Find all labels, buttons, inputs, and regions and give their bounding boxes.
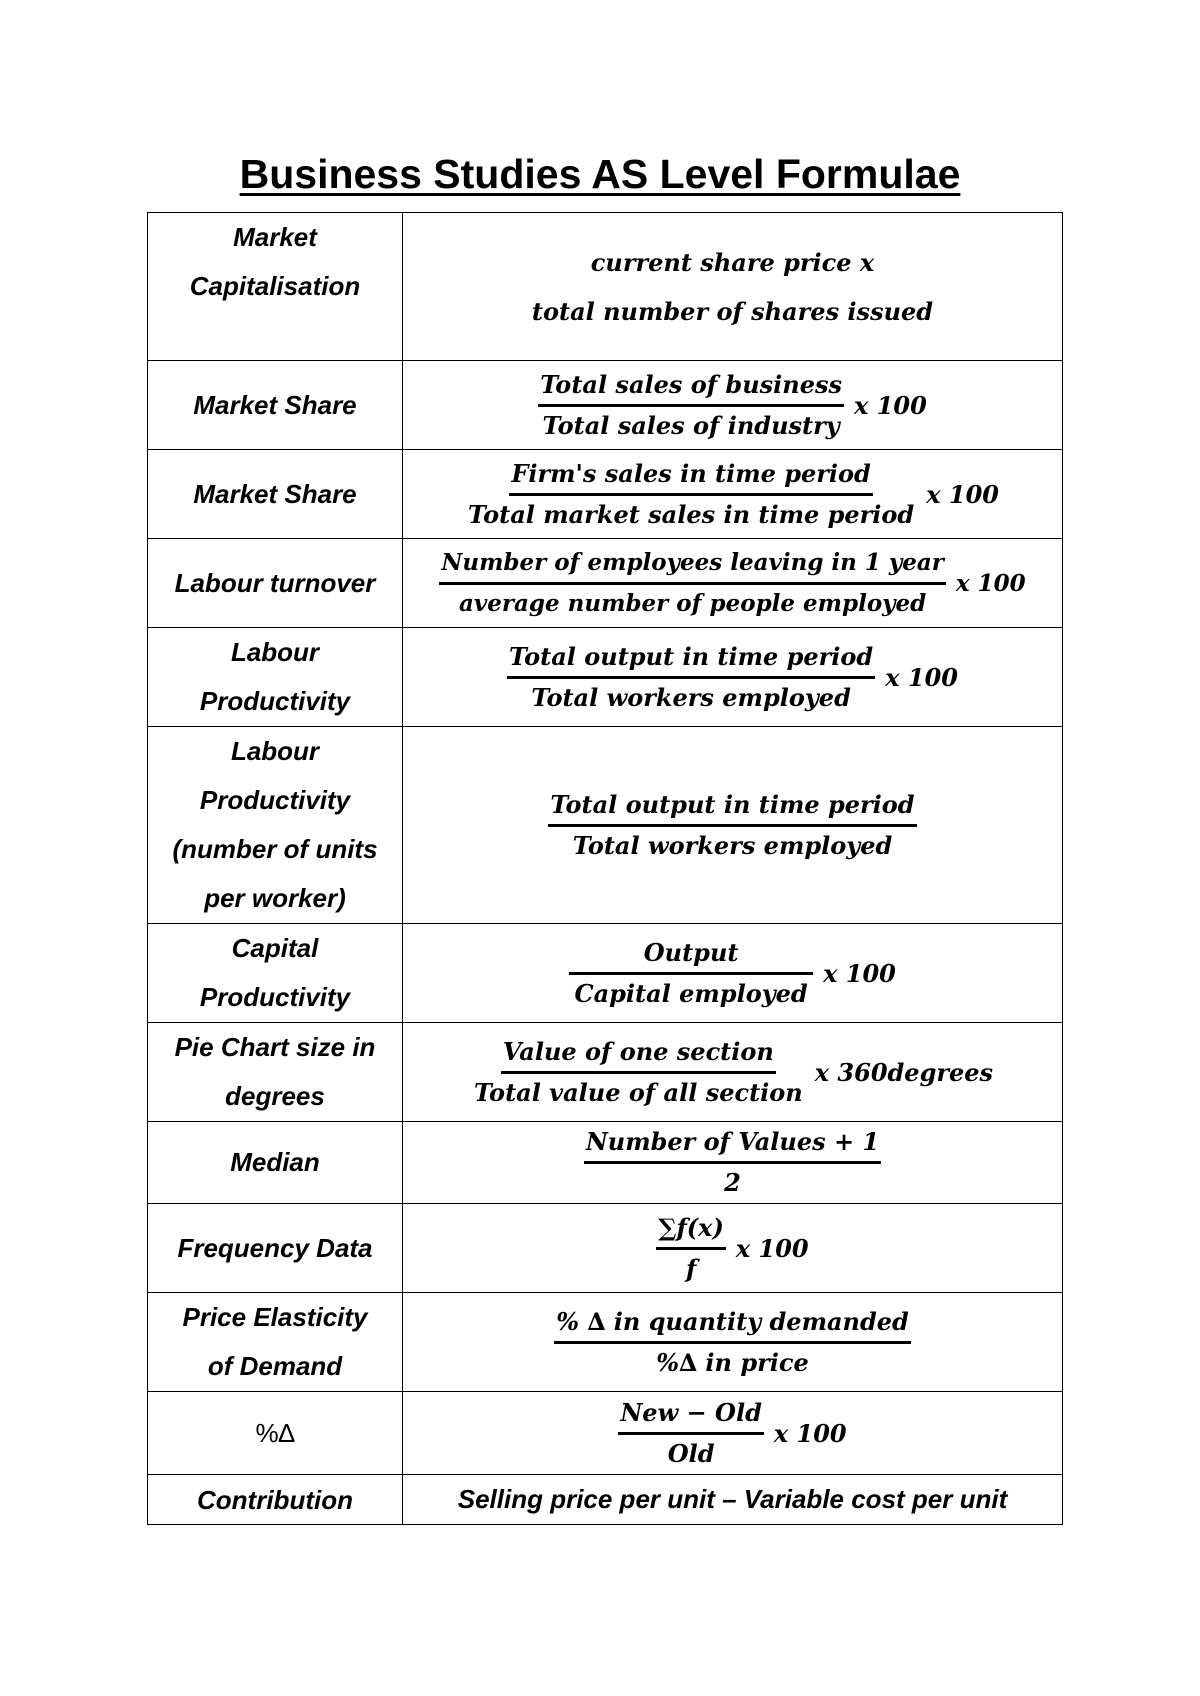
- table-row: [148, 1204, 1063, 1293]
- label-line: Labour turnover: [174, 567, 376, 598]
- formula-cell: [403, 727, 1063, 924]
- numerator: Total output in time period: [507, 641, 875, 679]
- denominator: Total market sales in time period: [468, 499, 915, 529]
- formula-cell: [403, 539, 1063, 628]
- table-row: [148, 1392, 1063, 1475]
- numerator: New − Old: [618, 1397, 764, 1435]
- table-row: [148, 1475, 1063, 1525]
- formula-cell: [403, 1475, 1063, 1525]
- table-row: [148, 213, 1063, 361]
- denominator: %∆ in price: [656, 1347, 809, 1377]
- label-line: per worker): [204, 883, 346, 913]
- numerator: ∑f(x): [656, 1212, 725, 1250]
- label-line: (number of units: [172, 834, 378, 864]
- multiplier: x 100: [854, 390, 927, 420]
- table-row: [148, 1122, 1063, 1204]
- row-label: [148, 924, 403, 1023]
- fraction: [618, 1397, 764, 1470]
- denominator: Total workers employed: [572, 830, 893, 860]
- fraction: [584, 1126, 881, 1199]
- numerator: Total sales of business: [538, 369, 844, 407]
- table-row: [148, 1293, 1063, 1392]
- fraction: [548, 789, 916, 862]
- label-line: degrees: [225, 1081, 325, 1111]
- table-row: [148, 539, 1063, 628]
- fraction: [507, 641, 875, 714]
- label-line: Productivity: [199, 785, 351, 815]
- multiplier: x 100: [926, 479, 999, 509]
- fraction: [569, 937, 813, 1010]
- fraction: [466, 458, 916, 531]
- row-label: [148, 628, 403, 727]
- numerator: Number of employees leaving in 1 year: [439, 547, 946, 585]
- multiplier: x 100: [823, 958, 896, 988]
- fraction: [439, 547, 946, 620]
- formula-cell: [403, 628, 1063, 727]
- label-line: Contribution: [197, 1484, 353, 1515]
- row-label: [148, 1204, 403, 1293]
- label-line: Productivity: [199, 686, 351, 716]
- denominator: Total workers employed: [531, 682, 851, 712]
- row-label: [148, 1475, 403, 1525]
- formula-table: [147, 212, 1063, 1525]
- formula-cell: [403, 1122, 1063, 1204]
- row-label: [148, 450, 403, 539]
- row-label: [148, 361, 403, 450]
- table-row: [148, 924, 1063, 1023]
- denominator: Total sales of industry: [542, 410, 840, 440]
- denominator: f: [685, 1253, 697, 1283]
- label-line: %∆: [255, 1417, 295, 1448]
- formula-cell: [403, 924, 1063, 1023]
- formula-cell: [403, 1204, 1063, 1293]
- row-label: [148, 727, 403, 924]
- denominator: average number of people employed: [459, 589, 927, 617]
- denominator: Old: [667, 1438, 715, 1468]
- multiplier: x 100: [955, 569, 1026, 597]
- row-label: [148, 1122, 403, 1204]
- denominator: 2: [724, 1168, 741, 1197]
- table-row: [148, 450, 1063, 539]
- row-label: [148, 1392, 403, 1475]
- formula-line: current share price x: [590, 247, 875, 277]
- numerator: Number of Values + 1: [584, 1126, 881, 1164]
- label-line: Market Share: [193, 389, 357, 420]
- label-line: Pie Chart size in: [174, 1032, 376, 1062]
- formula-cell: [403, 1023, 1063, 1122]
- formula-text: Selling price per unit – Variable cost per unit: [457, 1484, 1008, 1514]
- page-title: Business Studies AS Level Formulae: [239, 151, 961, 197]
- multiplier: x 100: [885, 662, 958, 692]
- formula-cell: [403, 1293, 1063, 1392]
- fraction: [472, 1036, 805, 1109]
- table-row: [148, 361, 1063, 450]
- fraction: [656, 1212, 725, 1285]
- row-label: [148, 213, 403, 361]
- formula-cell: [403, 1392, 1063, 1475]
- table-row: [148, 628, 1063, 727]
- denominator: Total value of all section: [473, 1077, 803, 1107]
- table-row: [148, 727, 1063, 924]
- denominator: Capital employed: [574, 978, 808, 1008]
- label-line: Productivity: [199, 982, 351, 1012]
- label-line: Market: [233, 222, 317, 252]
- label-line: Capitalisation: [189, 271, 361, 301]
- numerator: Value of one section: [501, 1036, 776, 1074]
- label-line: Median: [230, 1147, 320, 1177]
- formula-cell: [403, 213, 1063, 361]
- numerator: Firm's sales in time period: [509, 458, 872, 496]
- table-row: [148, 1023, 1063, 1122]
- row-label: [148, 1293, 403, 1392]
- numerator: Output: [569, 937, 813, 975]
- multiplier: x 360degrees: [814, 1057, 994, 1087]
- row-label: [148, 1023, 403, 1122]
- label-line: Frequency Data: [177, 1232, 373, 1263]
- label-line: Price Elasticity: [182, 1302, 368, 1332]
- formula-line: total number of shares issued: [531, 296, 934, 326]
- multiplier: x 100: [735, 1233, 809, 1263]
- label-line: Capital: [231, 933, 319, 963]
- fraction: [554, 1306, 911, 1379]
- label-line: Market Share: [193, 478, 357, 509]
- label-line: Labour: [230, 637, 320, 667]
- fraction: [538, 369, 844, 442]
- formula-cell: [403, 450, 1063, 539]
- label-line: Labour: [230, 736, 320, 766]
- formula-cell: [403, 361, 1063, 450]
- numerator: Total output in time period: [548, 789, 916, 827]
- multiplier: x 100: [773, 1418, 847, 1448]
- row-label: [148, 539, 403, 628]
- label-line: of Demand: [207, 1351, 343, 1381]
- numerator: % ∆ in quantity demanded: [554, 1306, 911, 1344]
